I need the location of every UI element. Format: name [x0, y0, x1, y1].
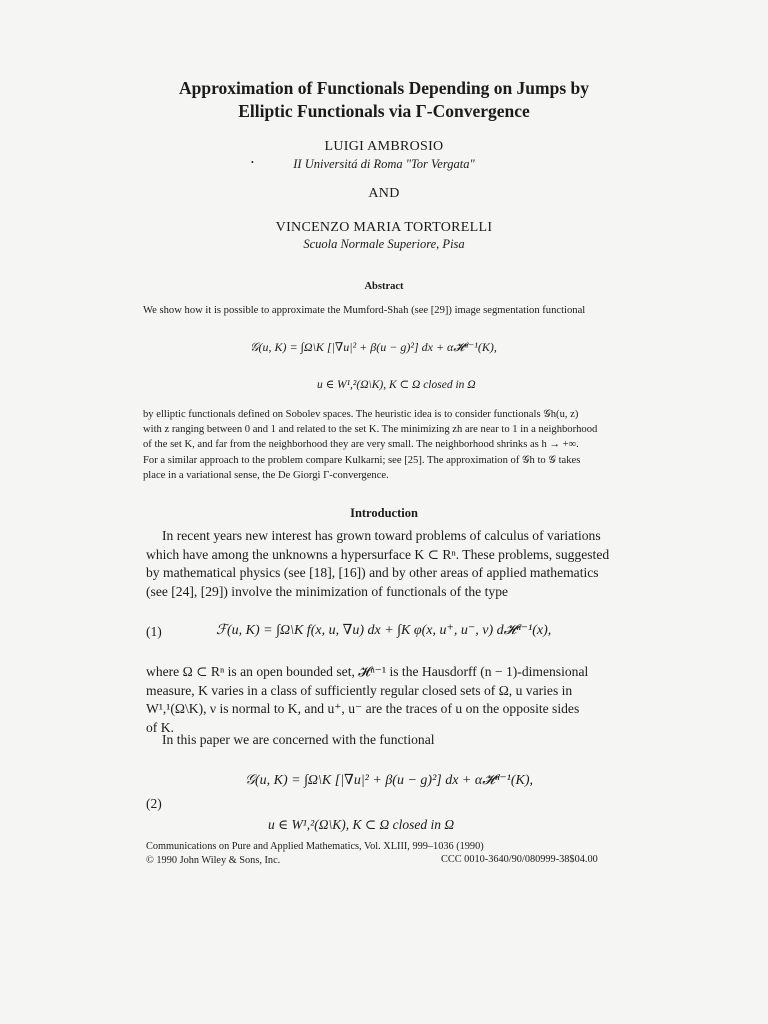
footer-copyright: © 1990 John Wiley & Sons, Inc. [146, 855, 281, 866]
abstract-line: of the set K, and far from the neighborhood they are very small. The neighborhood shrinks as h → +∞. [143, 439, 579, 451]
body-line: W¹,¹(Ω\K), ν is normal to K, and u⁺, u⁻ are the traces of u on the opposite sides [146, 701, 580, 717]
body-line: (see [24], [29]) involve the minimization of functionals of the type [146, 583, 509, 599]
paper-title [0, 77, 768, 123]
intro-paragraph-1 [146, 527, 624, 601]
body-line: by mathematical physics (see [18], [16]) and by other areas of applied mathematics [146, 565, 599, 581]
affiliation-2: Scuola Normale Superiore, Pisa [303, 237, 465, 251]
body-line: of K. [146, 719, 174, 735]
abstract-heading: Abstract [364, 281, 404, 292]
equation-2-number: (2) [146, 796, 162, 811]
footer-ccc-code: CCC 0010-3640/90/080999-38$04.00 [441, 854, 598, 865]
abstract-line: For a similar approach to the problem compare Kulkarni; see [25]. The approximation of 𝒢h to 𝒢 takes [143, 454, 581, 466]
affiliation-1: II Universitá di Roma "Tor Vergata" [293, 157, 475, 171]
intro-paragraph-2 [146, 663, 624, 737]
body-line: where Ω ⊂ Rⁿ is an open bounded set, 𝓗ⁿ⁻¹ is the Hausdorff (n − 1)-dimensional [146, 664, 589, 679]
title-line-2: Elliptic Functionals via Γ-Convergence [238, 101, 530, 121]
footer-journal: Communications on Pure and Applied Mathematics, Vol. XLIII, 999–1036 (1990) [146, 841, 484, 852]
author-2: VINCENZO MARIA TORTORELLI [275, 220, 493, 235]
abstract-line: with z ranging between 0 and 1 and related to the set K. The minimizing zh are near to 1 in a neighborhood [143, 424, 598, 436]
abstract-line: by elliptic functionals defined on Sobolev spaces. The heuristic idea is to consider functionals 𝒢h(u, z) [143, 409, 579, 420]
abstract-equation-2: u ∈ W¹,²(Ω\K), K ⊂ Ω closed in Ω [317, 379, 476, 391]
abstract-equation-1: 𝒢(u, K) = ∫Ω\K [|∇u|² + β(u − g)²] dx + α𝓗ⁿ⁻¹(K), [250, 340, 497, 354]
body-line: which have among the unknowns a hypersurface K ⊂ Rⁿ. These problems, suggested [146, 546, 610, 562]
author-1: LUIGI AMBROSIO [324, 139, 444, 154]
body-line: measure, K varies in a class of sufficiently regular closed sets of Ω, u varies in [146, 682, 573, 698]
equation-2-line-2: u ∈ W¹,²(Ω\K), K ⊂ Ω closed in Ω [268, 817, 455, 832]
abstract-line: place in a variational sense, the De Giorgi Γ-convergence. [143, 469, 389, 481]
abstract-intro-line: We show how it is possible to approximate the Mumford-Shah (see [29]) image segmentation functional [143, 305, 586, 316]
equation-1: ℱ(u, K) = ∫Ω\K f(x, u, ∇u) dx + ∫K φ(x, u⁺, u⁻, ν) d𝓗ⁿ⁻¹(x), [216, 623, 552, 638]
and-separator: AND [368, 186, 400, 201]
introduction-heading: Introduction [350, 506, 418, 520]
decorative-dot: • [251, 158, 254, 167]
abstract-paragraph [143, 407, 627, 483]
title-line-1: Approximation of Functionals Depending on Jumps by [178, 78, 590, 98]
equation-1-number: (1) [146, 624, 162, 639]
equation-2-line-1: 𝒢(u, K) = ∫Ω\K [|∇u|² + β(u − g)²] dx + α𝓗ⁿ⁻¹(K), [245, 773, 534, 788]
intro-paragraph-3: In this paper we are concerned with the functional [162, 732, 435, 747]
body-line: In recent years new interest has grown toward problems of calculus of variations [162, 528, 601, 543]
